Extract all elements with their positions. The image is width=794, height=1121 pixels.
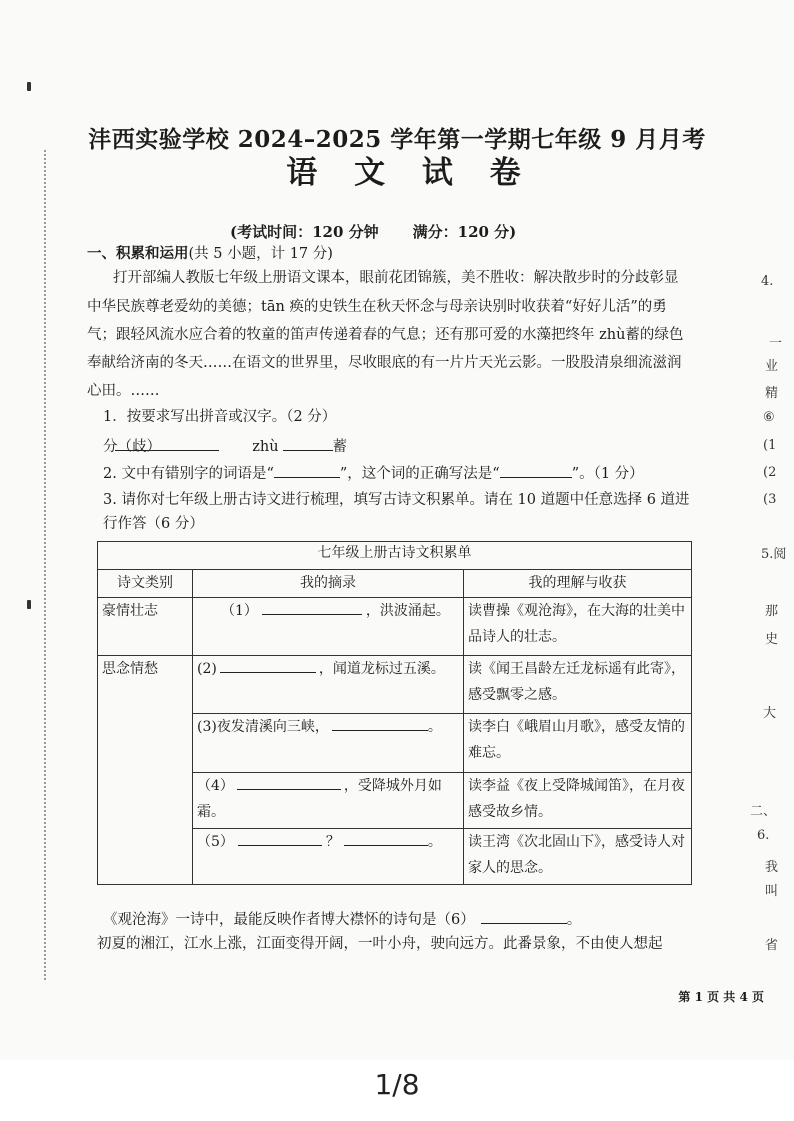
excerpt-blank[interactable] bbox=[238, 830, 322, 846]
edge-fragment: 4. bbox=[761, 274, 774, 289]
q6-blank[interactable] bbox=[481, 908, 567, 924]
full-score: 满分：120 分) bbox=[412, 223, 517, 241]
q1-b-char: 蓄 bbox=[332, 439, 348, 455]
excerpt-cell bbox=[193, 598, 464, 656]
question-6 bbox=[103, 908, 581, 930]
q2-blank-2[interactable] bbox=[500, 462, 572, 478]
excerpt-text: ，受降城外月如霜。 bbox=[197, 777, 442, 820]
excerpt-number: （4） bbox=[197, 777, 234, 794]
category-cell: 豪情壮志 bbox=[98, 598, 193, 656]
edge-fragment: 6. bbox=[757, 828, 770, 843]
q1-a-blank[interactable] bbox=[115, 435, 219, 451]
q1-a-char: 歧 bbox=[132, 439, 147, 455]
excerpt-blank[interactable] bbox=[237, 774, 341, 790]
excerpt-number: (3) bbox=[197, 719, 217, 736]
question-1-stem: 1．按要求写出拼音或汉字。（2 分） bbox=[103, 409, 337, 425]
insight-cell: 读《闻王昌龄左迁龙标遥有此寄》，感受飘零之感。 bbox=[464, 656, 692, 714]
excerpt-cell bbox=[193, 656, 464, 714]
passage-line: 奉献给济南的冬天……在语文的世界里，尽收眼底的有一片片天光云影。一股股清泉细流滋润 bbox=[87, 355, 682, 371]
exam-meta bbox=[230, 222, 516, 242]
edge-fragment: 大 bbox=[763, 706, 777, 721]
excerpt-blank[interactable] bbox=[220, 657, 316, 673]
edge-fragment: (1 bbox=[763, 438, 777, 453]
table-row bbox=[98, 656, 692, 714]
edge-fragment: 精 bbox=[765, 386, 779, 401]
q2-text-b: ”，这个词的正确写法是“ bbox=[339, 466, 500, 482]
edge-fragment: 一 bbox=[769, 336, 783, 351]
q6-period: 。 bbox=[566, 912, 582, 928]
insight-cell: 读王湾《次北固山下》，感受诗人对家人的思念。 bbox=[464, 828, 692, 884]
excerpt-number: （5） bbox=[197, 833, 234, 850]
excerpt-text: ，闻道龙标过五溪。 bbox=[318, 661, 445, 678]
q1-b-blank[interactable] bbox=[283, 435, 333, 451]
edge-fragment: 那 bbox=[765, 604, 779, 619]
excerpt-cell: (3)夜发清溪向三峡， 。 bbox=[193, 714, 464, 772]
binding-hole bbox=[27, 82, 31, 91]
insight-cell: 读李白《峨眉山月歌》，感受友情的难忘。 bbox=[464, 714, 692, 772]
edge-fragment: (2 bbox=[763, 465, 777, 480]
page-indicator: 1/8 bbox=[374, 1068, 420, 1101]
section-heading bbox=[87, 244, 333, 264]
q1-a-suffix: ） bbox=[146, 439, 161, 455]
excerpt-blank[interactable] bbox=[344, 830, 428, 846]
q6-text: 《观沧海》一诗中，最能反映作者博大襟怀的诗句是（6） bbox=[103, 912, 475, 928]
edge-fragment: 史 bbox=[765, 632, 779, 647]
section-note: (共 5 小题，计 17 分) bbox=[188, 246, 333, 262]
page-footer: 第 1 页 共 4 页 bbox=[678, 990, 764, 1004]
passage-line: 打开部编人教版七年级上册语文课本，眼前花团锦簇，美不胜收：解决散步时的分歧彰显 bbox=[113, 270, 679, 286]
passage-line: 心田。…… bbox=[87, 383, 160, 399]
q2-text-a: 2. 文中有错别字的词语是“ bbox=[103, 466, 274, 482]
exam-time: (考试时间：120 分钟 bbox=[230, 223, 379, 241]
edge-fragment: 二、 bbox=[750, 804, 777, 819]
insight-cell: 读李益《夜上受降城闻笛》，在月夜感受故乡情。 bbox=[464, 772, 692, 828]
question-3-line: 行作答（6 分） bbox=[103, 516, 204, 532]
subject-title: 语 文 试 卷 bbox=[286, 155, 534, 191]
excerpt-text: ，洪波涌起。 bbox=[365, 603, 450, 620]
edge-fragment: 叫 bbox=[765, 884, 779, 899]
table-header: 诗文类别 bbox=[98, 570, 193, 598]
edge-fragment: 我 bbox=[765, 860, 779, 875]
excerpt-text: ？ bbox=[325, 833, 340, 850]
edge-fragment: 5.阅 bbox=[761, 547, 787, 562]
edge-fragment: ⑥ bbox=[763, 410, 775, 425]
excerpt-number: (2) bbox=[197, 661, 217, 678]
binding-dotted-line bbox=[44, 150, 46, 980]
section-title: 一、积累和运用 bbox=[87, 245, 189, 262]
excerpt-blank[interactable] bbox=[262, 599, 362, 615]
edge-fragment: (3 bbox=[763, 492, 777, 507]
poetry-table bbox=[97, 541, 692, 885]
question-1-answers bbox=[103, 435, 347, 457]
insight-cell: 读曹操《观沧海》，在大海的壮美中品诗人的壮志。 bbox=[464, 598, 692, 656]
excerpt-text: 夜发清溪向三峡， bbox=[216, 719, 329, 736]
table-caption: 七年级上册古诗文积累单 bbox=[98, 542, 692, 570]
table-row bbox=[98, 598, 692, 656]
q1-b-pinyin: zhù bbox=[252, 439, 279, 455]
category-cell: 思念情愁 bbox=[98, 656, 193, 885]
edge-fragment: 省 bbox=[765, 938, 779, 953]
q2-text-c: ”。（1 分） bbox=[571, 466, 644, 482]
excerpt-number: （1） bbox=[221, 603, 258, 620]
binding-hole bbox=[27, 600, 31, 609]
question-2 bbox=[103, 462, 644, 484]
passage-line: 初夏的湘江，江水上涨，江面变得开阔，一叶小舟，驶向远方。此番景象，不由使人想起 bbox=[97, 936, 663, 952]
excerpt-cell bbox=[193, 772, 464, 828]
passage-line: 中华民族尊老爱幼的美德；tān 痪的史铁生在秋天怀念与母亲诀别时收获着“好好儿活”的勇 bbox=[87, 299, 667, 315]
q1-a-prefix: 分（ bbox=[103, 439, 132, 455]
question-3-line: 3. 请你对七年级上册古诗文进行梳理，填写古诗文积累单。请在 10 道题中任意选择 6 道进 bbox=[103, 492, 690, 508]
q2-blank-1[interactable] bbox=[274, 462, 340, 478]
passage-line: 气；跟轻风流水应合着的牧童的笛声传递着春的气息；还有那可爱的水藻把终年 zhù蓄的绿色 bbox=[87, 327, 684, 343]
excerpt-cell: （5） ？ 。 bbox=[193, 828, 464, 884]
table-header: 我的摘录 bbox=[193, 570, 464, 598]
exam-title: 沣西实验学校 2024–2025 学年第一学期七年级 9 月月考 bbox=[88, 126, 706, 153]
table-header: 我的理解与收获 bbox=[464, 570, 692, 598]
edge-fragment: 业 bbox=[765, 359, 779, 374]
excerpt-blank[interactable] bbox=[332, 715, 428, 731]
